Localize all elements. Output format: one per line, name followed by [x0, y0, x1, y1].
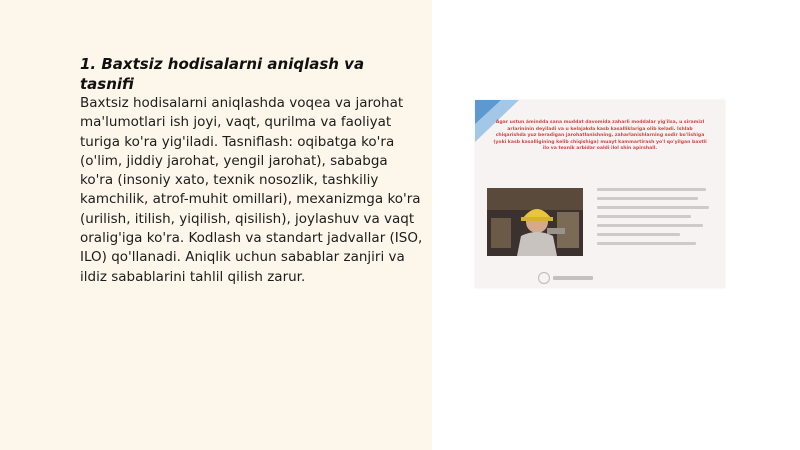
- image-caption: Agar ustun ámindda sana muddat davomida zaharli moddalar yig'ilsa, u siramizl arlarininin deyiladi va u kelajakda kasb kasalliklariga olib keladi. Ishlab chiqarishda yuz beradigan jarohatlanishning, zaharlanishlarning sodir bo'lishiga (yoki kasb kasalligining kelib chiqishiga) muayt kammartirash yo'l qo'yilgan baxtli ilo va texnik arbidar oaldi ilol shin apirshall.: [493, 120, 707, 152]
- worker-photo: [487, 188, 583, 256]
- slide-heading: 1. Baxtsiz hodisalarni aniqlash va tasnifi: [80, 55, 365, 93]
- watermark-logo: [537, 270, 597, 284]
- image-text-block: [597, 188, 715, 258]
- slide-body-text: Baxtsiz hodisalarni aniqlashda voqea va jarohat ma'lumotlari ish joyi, vaqt, qurilma va faoliyat turiga ko'ra yig'iladi. Tasniflash: oqibatga ko'ra (o'lim, jiddiy jarohat, yengil jarohat), sababga ko'ra (insoniy xato, texnik nosozlik, tashkiliy kamchilik, atrof-muhit omillari), mexanizmga ko'ra (urilish, itilish, yiqilish, qisilish), joylashuv va vaqt oralig'iga ko'ra. Kodlash va standart jadvallar (ISO, ILO) qo'llanadi. Aniqlik uchun sabablar zanjiri va ildiz sabablarini tahlil qilish zarur.: [80, 95, 423, 285]
- slide-image: [475, 100, 725, 288]
